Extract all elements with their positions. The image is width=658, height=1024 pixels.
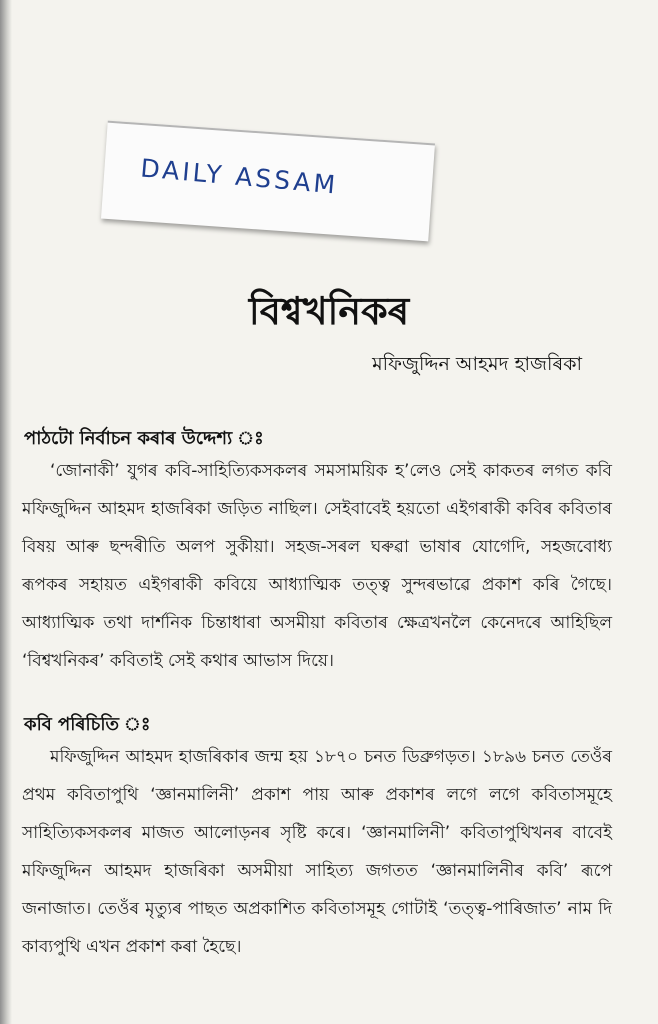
sticker-label — [101, 121, 435, 242]
poem-author: মফিজুদ্দিন আহমদ হাজৰিকা — [372, 353, 582, 375]
section-heading-purpose: পাঠটো নিৰ্বাচন কৰাৰ উদ্দেশ্য ঃ — [24, 428, 264, 449]
section-heading-poet-intro: কবি পৰিচিতি ঃ — [24, 714, 151, 735]
section-text-purpose: ‘জোনাকী’ যুগৰ কবি-সাহিত্যিকসকলৰ সমসাময়িক হ’লেও সেই কাকতৰ লগত কবি মফিজুদ্দিন আহমদ হাজৰিকা জড়িত নাছিল। সেইবাবেই হয়তো এইগৰাকী কবিৰ কবিতাৰ বিষয় আৰু ছন্দৰীতি অলপ সুকীয়া। সহজ-সৰল ঘৰুৱা ভাষাৰ যোগেদি, সহজবোধ্য ৰূপকৰ সহায়ত এইগৰাকী কবিয়ে আধ্যাত্মিক তত্ত্ব সুন্দৰভাৱে প্ৰকাশ কৰি গৈছে। আধ্যাত্মিক তথা দাৰ্শনিক চিন্তাধাৰা অসমীয়া কবিতাৰ ক্ষেত্ৰখনলৈ কেনেদৰে আহিছিল ‘বিশ্বখনিকৰ’ কবিতাই সেই কথাৰ আভাস দিয়ে। — [22, 461, 612, 671]
poem-title: বিশ্বখনিকৰ — [248, 289, 410, 333]
page-binding-edge — [0, 0, 12, 1024]
section-text-poet-intro: মফিজুদ্দিন আহমদ হাজৰিকাৰ জন্ম হয় ১৮৭০ চনত ডিব্ৰুগড়ত। ১৮৯৬ চনত তেওঁৰ প্ৰথম কবিতাপুথি ‘জ্ঞানমালিনী’ প্ৰকাশ পায় আৰু প্ৰকাশৰ লগে লগে কবিতাসমূহে সাহিত্যিকসকলৰ মাজত আলোড়নৰ সৃষ্টি কৰে। ‘জ্ঞানমালিনী’ কবিতাপুথিখনৰ বাবেই মফিজুদ্দিন আহমদ হাজৰিকা অসমীয়া সাহিত্য জগতত ‘জ্ঞানমালিনীৰ কবি’ ৰূপে জনাজাত। তেওঁৰ মৃত্যুৰ পাছত অপ্ৰকাশিত কবিতাসমূহ গোটাই ‘তত্ত্ব-পাৰিজাত’ নাম দি কাব্যপুথি এখন প্ৰকাশ কৰা হৈছে। — [22, 747, 612, 957]
sticker-text: DAILY ASSAM — [139, 153, 340, 200]
